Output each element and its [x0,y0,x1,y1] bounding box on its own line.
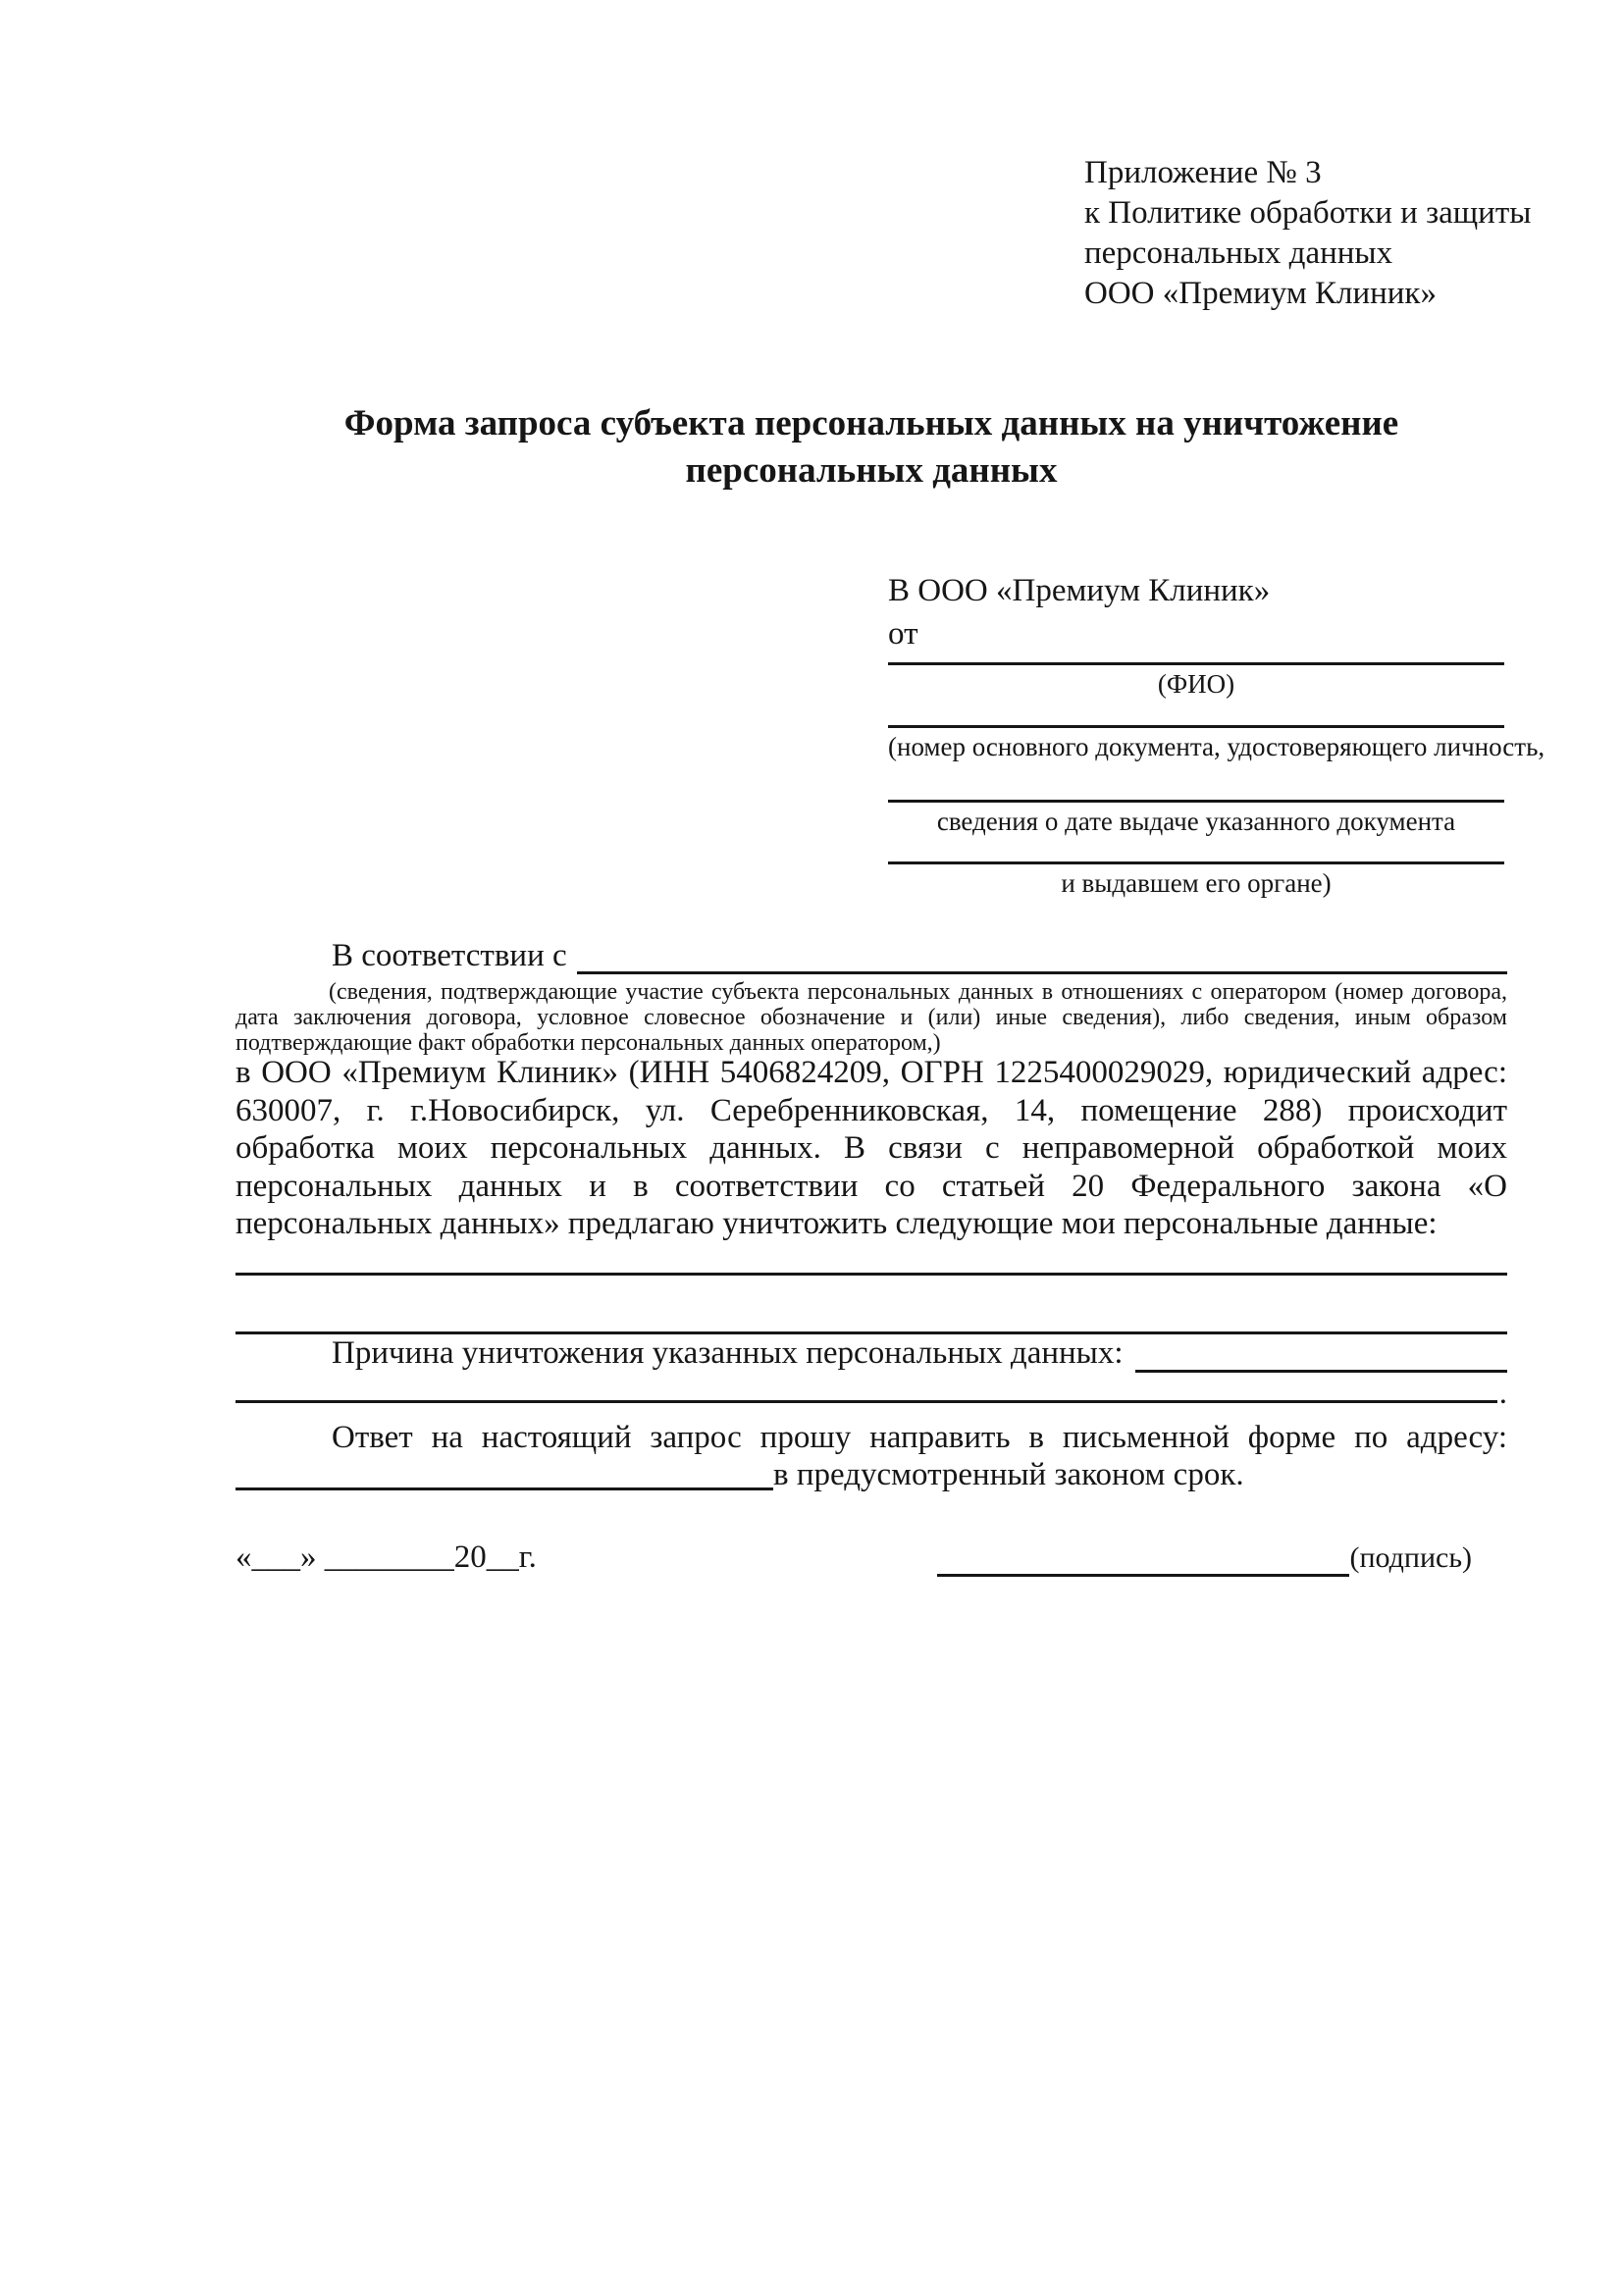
document-title [236,400,1507,495]
accordance-footnote: (сведения, подтверждающие участие субъекта персональных данных в отношениях с оператором (номер договора, дата заключения договора, условное словесное обозначение и (или) иные сведения), либо сведения, иным образом подтверждающие факт обработки персональных данных оператором,) [236,979,1507,1056]
fio-caption: (ФИО) [1157,669,1235,699]
addressee-organization: В ООО «Премиум Клиник» [888,573,1271,608]
issue-date-field [888,800,1504,836]
response-tail: в предусмотренный законом срок. [773,1457,1244,1492]
fio-blank-line [888,662,1504,665]
issuing-authority-caption: и выдавшем его органе) [1061,868,1332,898]
issuing-authority-field [888,861,1504,898]
reason-label: Причина уничтожения указанных персональных данных: [332,1335,1124,1371]
period-mark: . [1498,1376,1507,1411]
signature-group [937,1537,1472,1580]
appendix-note-line: к Политике обработки и защиты [1084,195,1532,231]
fio-field [888,662,1504,699]
appendix-note [1084,153,1531,314]
signature-blank-line [937,1537,1349,1577]
response-sentence: Ответ на настоящий запрос прошу направить в письменной форме по адресу: [332,1420,1507,1455]
main-paragraph: в ООО «Премиум Клиник» (ИНН 5406824209, ОГРН 1225400029029, юридический адрес: 630007, г. г.Новосибирск, ул. Серебренниковская, 14, помещение 288) происходит обработка моих персональных данных. В связи с неправомерной обработкой моих персональных данных и в соответствии со статьей 20 Федерального закона «О персональных данных» предлагаю уничтожить следующие мои персональные данные: [236,1055,1507,1241]
response-address-row [236,1456,1507,1493]
document-title-line: Форма запроса субъекта персональных данных на уничтожение [343,403,1399,444]
date-signature-row [236,1537,1507,1580]
signature-caption: (подпись) [1349,1541,1472,1574]
addressee-from-label: от [888,616,918,652]
appendix-note-line: ООО «Премиум Клиник» [1084,276,1437,311]
appendix-note-line: Приложение № 3 [1084,155,1322,190]
accordance-blank-line [577,936,1507,974]
document-number-field [888,725,1545,761]
document-title-line: персональных данных [685,450,1058,491]
accordance-label: В соответствии с [332,938,567,973]
issuing-authority-blank-line [888,861,1504,864]
reason-blank-line-2-rule [236,1367,1497,1403]
accordance-row [236,936,1507,975]
address-blank-line [236,1456,773,1490]
appendix-note-line: персональных данных [1084,235,1393,271]
document-number-blank-line [888,725,1504,728]
reason-blank-line-2 [236,1370,1507,1411]
issue-date-blank-line [888,800,1504,803]
issue-date-caption: сведения о дате выдаче указанного документа [936,807,1456,836]
personal-data-blank-line-1 [236,1273,1507,1276]
document-number-caption: (номер основного документа, удостоверяющего личность, [888,732,1545,761]
date-line: «___» ________20__г. [236,1539,537,1575]
